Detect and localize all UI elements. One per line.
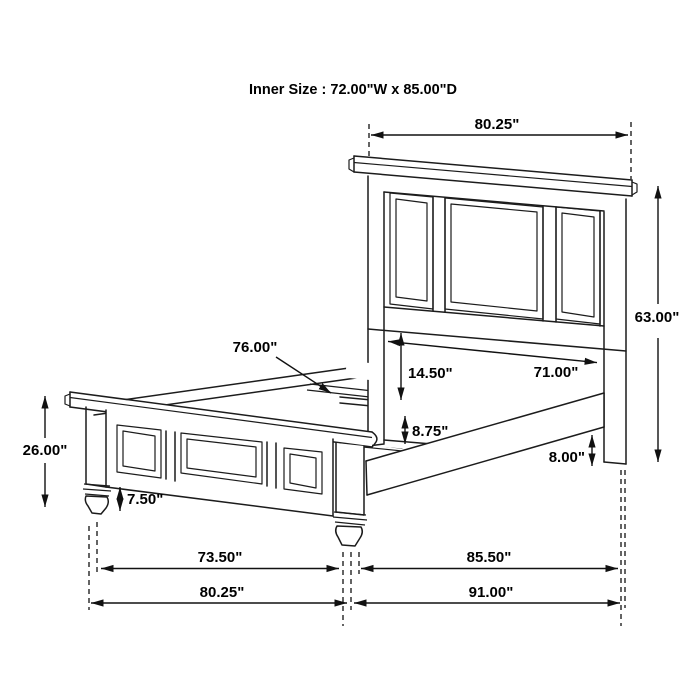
dim-footboard-height	[23, 396, 68, 507]
svg-text:8.75": 8.75"	[412, 423, 449, 440]
svg-text:76.00": 76.00"	[232, 339, 278, 356]
svg-text:91.00": 91.00"	[468, 584, 514, 601]
dim-overall-height	[635, 186, 680, 462]
footboard	[65, 392, 377, 546]
svg-text:63.00": 63.00"	[634, 309, 680, 326]
inner-size-title: Inner Size : 72.00"W x 85.00"D	[249, 82, 457, 98]
svg-text:85.50": 85.50"	[466, 549, 512, 566]
svg-text:14.50": 14.50"	[408, 365, 453, 382]
dim-overall-length	[354, 584, 620, 603]
svg-text:71.00": 71.00"	[533, 364, 579, 381]
dim-footboard-inner-width	[101, 549, 339, 569]
svg-text:80.25": 80.25"	[474, 116, 520, 133]
svg-text:26.00": 26.00"	[22, 442, 68, 459]
svg-text:7.50": 7.50"	[127, 491, 164, 508]
dim-side-rail-length	[361, 549, 618, 569]
dim-footboard-leg-height	[120, 487, 163, 511]
svg-text:8.00": 8.00"	[548, 449, 585, 466]
svg-text:80.25": 80.25"	[199, 584, 245, 601]
dim-footboard-width	[91, 584, 347, 603]
svg-text:73.50": 73.50"	[197, 549, 243, 566]
